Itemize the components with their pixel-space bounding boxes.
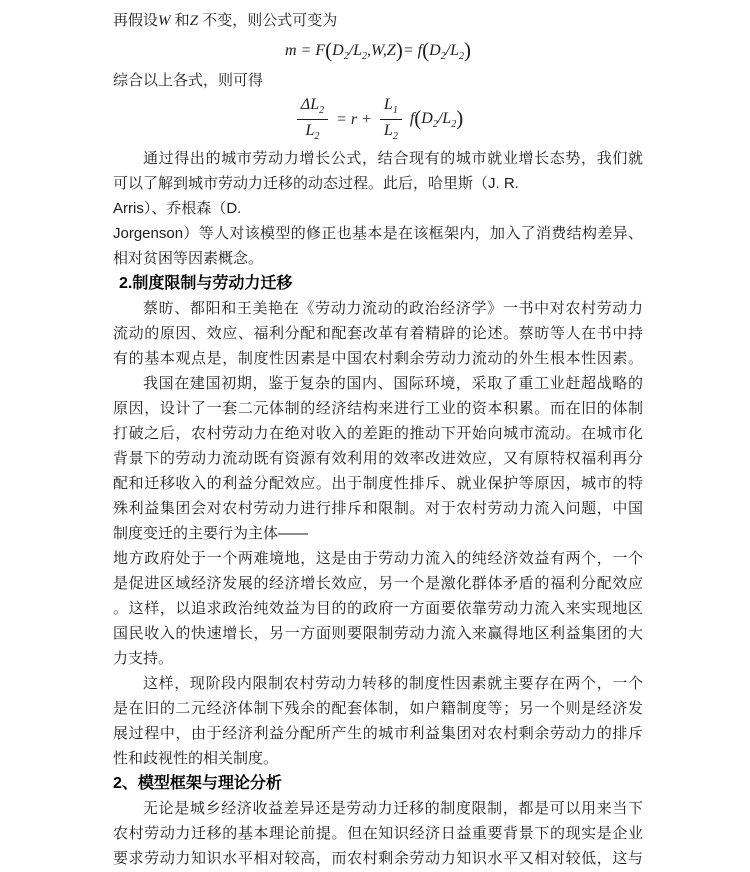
text-line: 打破之后，农村劳动力在绝对收入的差距的推动下开始向城市流动。在城市化: [113, 425, 643, 442]
text-line: 流动的原因、效应、福利分配和配套改革有着精辟的论述。蔡昉等人在书中持: [113, 325, 643, 342]
math-formula: [113, 34, 643, 68]
text-line: 蔡昉、都阳和王美艳在《劳动力流动的政治经济学》一书中对农村劳动力: [143, 300, 643, 317]
text-line: 国民收入的快速增长，另一方面则要限制劳动力流入来赢得地区利益集团的大: [113, 625, 643, 642]
text-line: 制度变迁的主要行为主体——: [113, 525, 309, 542]
text-line: 要求劳动力知识水平相对较高，而农村剩余劳动力知识水平又相对较低，这与: [113, 850, 643, 867]
text-line: 是促进区域经济发展的经济增长效应，另一个是激化群体矛盾的福利分配效应: [113, 575, 643, 592]
math-text: $f(D_2/L_2)$: [405, 106, 464, 131]
text-line: 这样，现阶段内限制农村劳动力转移的制度性因素就主要存在两个，一个: [143, 675, 643, 692]
text-line: 原因，设计了一套二元体制的经济结构来进行工业的资本积累。而在旧的体制: [113, 400, 643, 417]
text-line: 是在旧的二元经济体制下残余的配套体制，如户籍制度等；另一个则是经济发: [113, 700, 643, 717]
math-formula: [113, 93, 643, 146]
text-line: 有的基本观点是，制度性因素是中国农村剩余劳动力流动的外生根本性因素。: [113, 350, 643, 367]
text-line: Jorgenson）等人对该模型的修正也基本是在该框架内，加入了消费结构差异、: [113, 225, 643, 242]
text-line: 综合以上各式，则可得: [113, 72, 264, 89]
section-heading: 2.制度限制与劳动力迁移: [119, 275, 293, 292]
text-line: 无论是城乡经济收益差异还是劳动力迁移的制度限制，都是可以用来当下: [143, 800, 643, 817]
text-line: 地方政府处于一个两难境地，这是由于劳动力流入的纯经济效益有两个，一个: [113, 550, 643, 567]
section-heading: 2、模型框架与理论分析: [113, 775, 282, 792]
text-line: 背景下的劳动力流动既有资源有效利用的效率改进效应，又有原特权福利再分: [113, 450, 643, 467]
text-line: 展过程中，由于经济利益分配所产生的城市利益集团对农村剩余劳动力的排斥: [113, 725, 643, 742]
math-text: $m = F(D_2/L_2,W,Z)= f(D_2/L_2)$: [285, 38, 471, 63]
text-line: 通过得出的城市劳动力增长公式，结合现有的城市就业增长态势，我们就: [143, 150, 643, 167]
text-line: 性和歧视性的相关制度。: [113, 750, 279, 767]
text-line: 殊利益集团会对农村劳动力进行排斥和限制。对于农村劳动力流入问题，中国: [113, 500, 643, 517]
fraction: $\frac{L_1}{L_2}$: [380, 96, 402, 142]
text-line: 相对贫困等因素概念。: [113, 250, 264, 267]
document-content: [113, 8, 643, 871]
text-line: 。这样，以追求政治纯效益为目的的政府一方面要依靠劳动力流入来实现地区: [113, 600, 643, 617]
text-line: 农村劳动力迁移的基本理论前提。但在知识经济日益重要背景下的现实是企业: [113, 825, 643, 842]
text-line: 力支持。: [113, 650, 174, 667]
fraction: $\frac{\Delta L_2}{L_2}$: [297, 96, 328, 142]
math-text: = r +: [332, 110, 376, 128]
text-line: Arris）、乔根森（D.: [113, 200, 242, 217]
text-line: 再假设W 和Z 不变，则公式可变为: [113, 12, 338, 29]
text-line: 可以了解到城市劳动力迁移的动态过程。此后，哈里斯（J. R.: [113, 175, 519, 192]
text-line: 配和迁移收入的利益分配效应。出于制度性排斥、就业保护等原因，城市的特: [113, 475, 643, 492]
text-line: 我国在建国初期，鉴于复杂的国内、国际环境，采取了重工业赶超战略的: [143, 375, 643, 392]
